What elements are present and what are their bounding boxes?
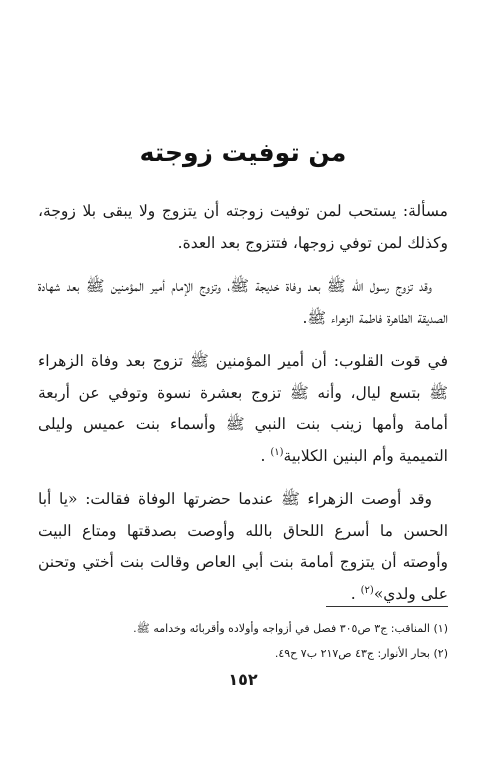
paragraph-3-text: في قوت القلوب: أن أمير المؤمنين ﷺ تزوج بعد وفاة الزهراء ﷺ بتسع ليال، وأنه ﷺ تزوج بعشرة نسوة وتوفي عن أربعة أمامة وأمها زينب بنت النبي ﷺ وأسماء بنت عميس وليلى التميمية وأم البنين الكلابية — [38, 352, 448, 465]
footnote-2: (٢) بحار الأنوار: ج٤٣ ص٢١٧ ب٧ ح٤٩. — [274, 647, 448, 660]
footnote-1: (١) المناقب: ج٣ ص٣٠٥ فصل في أزواجه وأولاده وأقربائه وخدامه ﷺ. — [133, 622, 448, 635]
paragraph-3: في قوت القلوب: أن أمير المؤمنين ﷺ تزوج بعد وفاة الزهراء ﷺ بتسع ليال، وأنه ﷺ تزوج بعشرة نسوة وتوفي عن أربعة أمامة وأمها زينب بنت النبي ﷺ وأسماء بنت عميس وليلى التميمية وأم البنين الكلابية$^{(١)}$ . — [38, 352, 448, 465]
footnote-mark-1[interactable]: (١) — [270, 446, 284, 458]
paragraph-2-text: وقد تزوج رسول الله ﷺ بعد وفاة خديجة ﷺ، وتزوج الإمام أمير المؤمنين ﷺ بعد شهادة الصديقة الطاهرة فاطمة الزهراء ﷺ. — [38, 277, 448, 327]
paragraph-1-text: مسألة: يستحب لمن توفيت زوجته أن يتزوج ولا يبقى بلا زوجة، وكذلك لمن توفي زوجها، فتتزوج بعد العدة. — [38, 202, 448, 252]
footnote-divider — [326, 606, 448, 607]
footnotes — [38, 616, 448, 666]
footnote-mark-2[interactable]: (٢) — [360, 584, 374, 596]
body-text — [38, 196, 448, 622]
paragraph-2 — [38, 271, 448, 334]
paragraph-1 — [38, 196, 448, 259]
page-title: من توفيت زوجته — [139, 138, 347, 167]
paragraph-4-text: وقد أوصت الزهراء ﷺ عندما حضرتها الوفاة فقالت: «يا أبا الحسن ما أسرع اللحاق بالله وأوصت بصدقتها ومتاع البيت وأوصته أن يتزوج أمامة بنت أبي العاص وقالت بنت أختي وتحنن على ولدي» — [38, 490, 448, 603]
page-number: ١٥٢ — [228, 670, 258, 689]
paragraph-4: وقد أوصت الزهراء ﷺ عندما حضرتها الوفاة فقالت: «يا أبا الحسن ما أسرع اللحاق بالله وأوصت بصدقتها ومتاع البيت وأوصته أن يتزوج أمامة بنت أبي العاص وقالت بنت أختي وتحنن على ولدي»$^{(٢)}$ . — [38, 490, 448, 603]
